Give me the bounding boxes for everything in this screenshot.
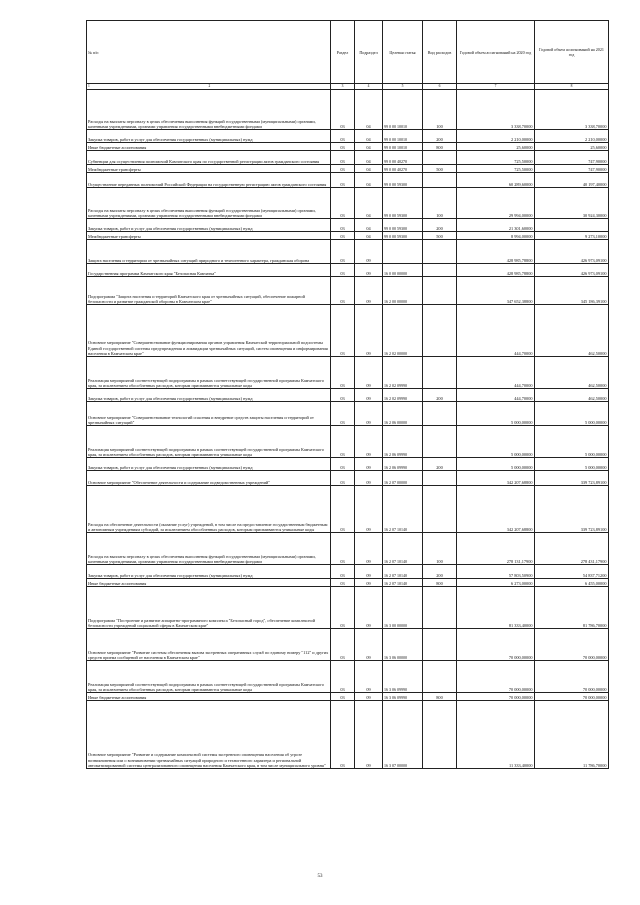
table-row: [87, 471, 609, 486]
row-name-cell: Расходы на выплаты персоналу в целях обеспечения выполнения функций государственными (муниципальными) органами, казенными учреждениями, органами управления государственными внебюджетными фондами: [87, 90, 331, 130]
row-target-cell: 16 3 06 09990: [383, 661, 423, 693]
row-expense-type-cell: [423, 629, 457, 661]
header-volume-2021: Годовой объем ассигнований на 2021 год: [535, 21, 609, 84]
row-name-cell: Реализация мероприятий соответствующей подпрограммы в рамках соответствующей государственной программы Камчатского края, за исключением обособленных расходов, которым присваиваются уникальные коды: [87, 426, 331, 458]
row-target-cell: 16 2 07 00000: [383, 471, 423, 486]
row-razdel-cell: 03: [331, 426, 355, 458]
row-razdel-cell: 03: [331, 579, 355, 587]
row-expense-type-cell: [423, 151, 457, 165]
table-row: [87, 151, 609, 165]
table-row: [87, 219, 609, 232]
row-volume-2020-cell: 5 000,00000: [457, 402, 535, 426]
budget-allocation-table: [86, 20, 609, 769]
row-volume-2020-cell: 8 994,00000: [457, 232, 535, 240]
row-razdel-cell: 03: [331, 458, 355, 471]
row-volume-2020-cell: 70 000,00000: [457, 693, 535, 701]
table-row: [87, 629, 609, 661]
row-name-cell: Основное мероприятие "Совершенствование функционирования органов управления Камчатской территориальной подсистемы Единой государственной системы предупреждения и ликвидации чрезвычайных ситуаций, систем оповещения и информирования населения в Камчатском крае": [87, 305, 331, 357]
row-podrazdel-cell: 04: [355, 165, 383, 173]
row-razdel-cell: 03: [331, 471, 355, 486]
table-row: [87, 165, 609, 173]
index-cell: 3: [331, 84, 355, 90]
header-podrazdel: Подраздел: [355, 21, 383, 84]
header-expense-type: Вид расходов: [423, 21, 457, 84]
row-razdel-cell: 03: [331, 693, 355, 701]
row-target-cell: 99 0 00 59300: [383, 232, 423, 240]
row-expense-type-cell: 200: [423, 130, 457, 143]
row-name-cell: Подпрограмма "Построение и развитие аппаратно-программного комплекса "Безопасный город", обеспечение комплексной безопасности учреждений социальной сферы в Камчатском крае": [87, 587, 331, 629]
row-name-cell: Реализация мероприятий соответствующей подпрограммы в рамках соответствующей государственной программы Камчатского края, за исключением обособленных расходов, которым присваиваются уникальные коды: [87, 357, 331, 389]
header-volume-2020: Годовой объем ассигнований на 2020 год: [457, 21, 535, 84]
row-volume-2021-cell: 462,50000: [535, 389, 609, 402]
row-volume-2021-cell: 5 000,00000: [535, 402, 609, 426]
row-razdel-cell: 03: [331, 587, 355, 629]
row-volume-2020-cell: 60 289,60000: [457, 173, 535, 188]
row-volume-2021-cell: 278 431,17900: [535, 533, 609, 565]
row-expense-type-cell: [423, 240, 457, 264]
row-name-cell: Защита населения и территории от чрезвычайных ситуаций природного и техногенного характера, гражданская оборона: [87, 240, 331, 264]
row-volume-2020-cell: 347 652,38800: [457, 277, 535, 305]
row-name-cell: Основное мероприятие "Развитие системы обеспечения вызова экстренных оперативных служб по единому номеру "112" и других средств приема сообщений от населения в Камчатском крае": [87, 629, 331, 661]
row-podrazdel-cell: 09: [355, 389, 383, 402]
row-razdel-cell: 03: [331, 565, 355, 579]
row-name-cell: Закупка товаров, работ и услуг для обеспечения государственных (муниципальных) нужд: [87, 219, 331, 232]
row-podrazdel-cell: 09: [355, 701, 383, 769]
row-volume-2021-cell: 426 973,09100: [535, 240, 609, 264]
row-target-cell: 99 0 00 10010: [383, 130, 423, 143]
index-cell: 5: [383, 84, 423, 90]
row-podrazdel-cell: 09: [355, 277, 383, 305]
row-target-cell: 16 0 00 00000: [383, 264, 423, 277]
table-row: [87, 693, 609, 701]
header-target-article: Целевая статья: [383, 21, 423, 84]
row-podrazdel-cell: 09: [355, 565, 383, 579]
table-row: [87, 402, 609, 426]
index-cell: 6: [423, 84, 457, 90]
row-expense-type-cell: [423, 357, 457, 389]
row-volume-2020-cell: 57 803,50900: [457, 565, 535, 579]
row-volume-2021-cell: 70 000,00000: [535, 661, 609, 693]
row-razdel-cell: 03: [331, 661, 355, 693]
table-row: [87, 486, 609, 533]
row-expense-type-cell: 100: [423, 188, 457, 219]
row-volume-2020-cell: 81 333,40000: [457, 587, 535, 629]
row-expense-type-cell: 200: [423, 389, 457, 402]
row-podrazdel-cell: 09: [355, 486, 383, 533]
row-expense-type-cell: 500: [423, 165, 457, 173]
table-header-row: [87, 21, 609, 84]
row-name-cell: Основное мероприятие "Развитие и содержание комплексной системы экстренного оповещения населения об угрозе возникновения или о возникновении чрезвычайных ситуаций природного и техногенного характера и региональной автоматизированной системы централизованного оповещения населения Камчатского края, в том числе муниципального уровня": [87, 701, 331, 769]
row-razdel-cell: 03: [331, 305, 355, 357]
table-row: [87, 240, 609, 264]
row-target-cell: 16 3 06 00000: [383, 629, 423, 661]
row-razdel-cell: 03: [331, 188, 355, 219]
row-volume-2021-cell: 6 455,00000: [535, 579, 609, 587]
table-row: [87, 232, 609, 240]
row-target-cell: [383, 240, 423, 264]
row-volume-2020-cell: 725,50000: [457, 165, 535, 173]
row-expense-type-cell: [423, 305, 457, 357]
row-name-cell: Иные бюджетные ассигнования: [87, 693, 331, 701]
row-podrazdel-cell: 09: [355, 264, 383, 277]
row-expense-type-cell: 800: [423, 579, 457, 587]
row-name-cell: Иные бюджетные ассигнования: [87, 579, 331, 587]
row-podrazdel-cell: 09: [355, 240, 383, 264]
row-target-cell: 16 2 07 10140: [383, 533, 423, 565]
row-volume-2020-cell: 21 301,60000: [457, 219, 535, 232]
row-target-cell: 16 2 06 09990: [383, 426, 423, 458]
row-razdel-cell: 03: [331, 219, 355, 232]
row-razdel-cell: 03: [331, 173, 355, 188]
row-volume-2021-cell: 3 338,70000: [535, 90, 609, 130]
row-name-cell: Реализация мероприятий соответствующей подпрограммы в рамках соответствующей государственной программы Камчатского края, за исключением обособленных расходов, которым присваиваются уникальные коды: [87, 661, 331, 693]
row-expense-type-cell: 200: [423, 458, 457, 471]
row-podrazdel-cell: 04: [355, 188, 383, 219]
row-podrazdel-cell: 09: [355, 471, 383, 486]
row-expense-type-cell: [423, 277, 457, 305]
row-razdel-cell: 03: [331, 486, 355, 533]
row-volume-2020-cell: 25,60000: [457, 143, 535, 151]
table-row: [87, 701, 609, 769]
row-volume-2021-cell: 339 723,89100: [535, 471, 609, 486]
row-razdel-cell: 03: [331, 232, 355, 240]
row-volume-2021-cell: 9 273,10000: [535, 232, 609, 240]
row-target-cell: 16 2 00 00000: [383, 277, 423, 305]
row-podrazdel-cell: 04: [355, 143, 383, 151]
row-expense-type-cell: 200: [423, 219, 457, 232]
row-target-cell: 99 0 00 10010: [383, 90, 423, 130]
row-razdel-cell: 03: [331, 240, 355, 264]
row-volume-2020-cell: 6 273,00000: [457, 579, 535, 587]
row-name-cell: Подпрограмма "Защита населения и территорий Камчатского края от чрезвычайных ситуаций, обеспечение пожарной безопасности и развитие гражданской обороны в Камчатском крае": [87, 277, 331, 305]
row-expense-type-cell: 200: [423, 565, 457, 579]
row-target-cell: 16 2 06 09990: [383, 458, 423, 471]
row-podrazdel-cell: 09: [355, 305, 383, 357]
table-row: [87, 587, 609, 629]
row-name-cell: Закупка товаров, работ и услуг для обеспечения государственных (муниципальных) нужд: [87, 565, 331, 579]
row-podrazdel-cell: 09: [355, 402, 383, 426]
row-razdel-cell: 03: [331, 357, 355, 389]
row-target-cell: 16 2 07 10140: [383, 579, 423, 587]
row-volume-2021-cell: 747,90000: [535, 165, 609, 173]
row-name-cell: Основное мероприятие "Совершенствование технологий спасения и внедрение средств защиты населения и территорий от чрезвычайных ситуаций": [87, 402, 331, 426]
row-name-cell: Закупка товаров, работ и услуг для обеспечения государственных (муниципальных) нужд: [87, 389, 331, 402]
row-target-cell: 99 0 00 59300: [383, 219, 423, 232]
row-razdel-cell: 03: [331, 629, 355, 661]
row-razdel-cell: 03: [331, 402, 355, 426]
table-row: [87, 579, 609, 587]
row-volume-2021-cell: 462,50000: [535, 305, 609, 357]
row-name-cell: Государственная программа Камчатского края "Безопасная Камчатка": [87, 264, 331, 277]
row-expense-type-cell: [423, 661, 457, 693]
row-volume-2021-cell: 40 197,40000: [535, 173, 609, 188]
row-name-cell: Осуществление переданных полномочий Российской Федерации на государственную регистрацию актов гражданского состояния: [87, 173, 331, 188]
table-row: [87, 143, 609, 151]
row-name-cell: Закупка товаров, работ и услуг для обеспечения государственных (муниципальных) нужд: [87, 458, 331, 471]
table-row: [87, 173, 609, 188]
row-volume-2020-cell: 444,70000: [457, 389, 535, 402]
header-num-name: № п/п: [87, 21, 331, 84]
row-volume-2021-cell: 81 786,70000: [535, 587, 609, 629]
row-razdel-cell: 03: [331, 151, 355, 165]
row-podrazdel-cell: 04: [355, 232, 383, 240]
row-volume-2021-cell: 30 924,30000: [535, 188, 609, 219]
row-name-cell: Расходы на выплаты персоналу в целях обеспечения выполнения функций государственными (муниципальными) органами, казенными учреждениями, органами управления государственными внебюджетными фондами: [87, 188, 331, 219]
row-razdel-cell: 03: [331, 264, 355, 277]
row-target-cell: 16 2 02 09990: [383, 357, 423, 389]
row-target-cell: 16 2 06 00000: [383, 402, 423, 426]
row-expense-type-cell: [423, 701, 457, 769]
row-volume-2021-cell: 5 000,00000: [535, 458, 609, 471]
row-target-cell: 16 3 00 00000: [383, 587, 423, 629]
header-razdel: Раздел: [331, 21, 355, 84]
table-row: [87, 130, 609, 143]
row-volume-2020-cell: 725,50000: [457, 151, 535, 165]
row-expense-type-cell: 800: [423, 143, 457, 151]
row-name-cell: Субвенции для осуществления полномочий Камчатского края по государственной регистрации актов гражданского состояния: [87, 151, 331, 165]
row-volume-2020-cell: 428 985,78800: [457, 264, 535, 277]
row-expense-type-cell: [423, 587, 457, 629]
table-row: [87, 305, 609, 357]
row-podrazdel-cell: 09: [355, 587, 383, 629]
row-volume-2020-cell: 444,70000: [457, 305, 535, 357]
row-name-cell: Закупка товаров, работ и услуг для обеспечения государственных (муниципальных) нужд: [87, 130, 331, 143]
row-volume-2020-cell: 342 207,68800: [457, 486, 535, 533]
row-expense-type-cell: 500: [423, 232, 457, 240]
row-razdel-cell: 03: [331, 389, 355, 402]
row-volume-2021-cell: 5 000,00000: [535, 426, 609, 458]
table-row: [87, 357, 609, 389]
row-target-cell: 16 2 02 00000: [383, 305, 423, 357]
page-number: 53: [317, 874, 323, 879]
row-volume-2021-cell: 11 786,70000: [535, 701, 609, 769]
row-target-cell: 16 3 06 09990: [383, 693, 423, 701]
table-row: [87, 264, 609, 277]
row-volume-2020-cell: 278 131,17900: [457, 533, 535, 565]
row-podrazdel-cell: 09: [355, 629, 383, 661]
row-name-cell: Расходы на выплаты персоналу в целях обеспечения выполнения функций государственными (муниципальными) органами, казенными учреждениями, органами управления государственными внебюджетными фондами: [87, 533, 331, 565]
row-volume-2021-cell: 747,90000: [535, 151, 609, 165]
index-cell: 4: [355, 84, 383, 90]
row-target-cell: 99 0 00 10010: [383, 143, 423, 151]
row-expense-type-cell: [423, 173, 457, 188]
row-volume-2021-cell: 25,60000: [535, 143, 609, 151]
row-name-cell: Межбюджетные трансферты: [87, 232, 331, 240]
row-volume-2020-cell: 29 994,00000: [457, 188, 535, 219]
row-razdel-cell: 03: [331, 143, 355, 151]
row-volume-2021-cell: 426 973,09100: [535, 264, 609, 277]
row-name-cell: Иные бюджетные ассигнования: [87, 143, 331, 151]
row-target-cell: 99 0 00 59300: [383, 188, 423, 219]
table-row: [87, 389, 609, 402]
row-name-cell: Межбюджетные трансферты: [87, 165, 331, 173]
row-podrazdel-cell: 04: [355, 90, 383, 130]
row-volume-2020-cell: 5 000,00000: [457, 458, 535, 471]
row-name-cell: Основное мероприятие "Обеспечение деятельности и содержание подведомственных учреждений": [87, 471, 331, 486]
table-row: [87, 426, 609, 458]
row-volume-2020-cell: 3 338,70000: [457, 90, 535, 130]
row-volume-2020-cell: 428 985,78800: [457, 240, 535, 264]
row-target-cell: 16 2 02 09990: [383, 389, 423, 402]
row-target-cell: 16 2 07 10140: [383, 565, 423, 579]
index-cell: 8: [535, 84, 609, 90]
row-expense-type-cell: [423, 402, 457, 426]
row-razdel-cell: 03: [331, 277, 355, 305]
row-razdel-cell: 03: [331, 130, 355, 143]
row-razdel-cell: 03: [331, 533, 355, 565]
row-volume-2020-cell: 70 000,00000: [457, 629, 535, 661]
table-row: [87, 90, 609, 130]
row-podrazdel-cell: 09: [355, 579, 383, 587]
row-volume-2020-cell: 5 000,00000: [457, 426, 535, 458]
row-volume-2021-cell: 70 000,00000: [535, 693, 609, 701]
table-row: [87, 188, 609, 219]
row-target-cell: 99 0 00 40270: [383, 151, 423, 165]
index-cell: 7: [457, 84, 535, 90]
row-razdel-cell: 03: [331, 90, 355, 130]
table-row: [87, 533, 609, 565]
budget-table-sheet: [86, 20, 608, 769]
row-target-cell: 16 3 07 00000: [383, 701, 423, 769]
row-podrazdel-cell: 09: [355, 357, 383, 389]
row-volume-2020-cell: 70 000,00000: [457, 661, 535, 693]
table-row: [87, 458, 609, 471]
row-volume-2021-cell: 462,50000: [535, 357, 609, 389]
row-podrazdel-cell: 09: [355, 458, 383, 471]
row-volume-2021-cell: 54 837,71200: [535, 565, 609, 579]
row-podrazdel-cell: 04: [355, 151, 383, 165]
row-name-cell: Расходы на обеспечение деятельности (оказание услуг) учреждений, в том числе на предоставление государственным бюджетным и автономным учреждениям субсидий, за исключением обособленных расходов, которым присваиваются уникальные коды: [87, 486, 331, 533]
row-volume-2021-cell: 70 000,00000: [535, 629, 609, 661]
row-podrazdel-cell: 09: [355, 661, 383, 693]
row-volume-2020-cell: 11 333,40000: [457, 701, 535, 769]
row-podrazdel-cell: 04: [355, 173, 383, 188]
table-row: [87, 565, 609, 579]
row-volume-2020-cell: 342 207,68800: [457, 471, 535, 486]
row-podrazdel-cell: 09: [355, 533, 383, 565]
row-target-cell: 99 0 00 40270: [383, 165, 423, 173]
row-volume-2021-cell: 345 186,39100: [535, 277, 609, 305]
row-podrazdel-cell: 09: [355, 426, 383, 458]
row-podrazdel-cell: 04: [355, 219, 383, 232]
row-volume-2021-cell: 339 723,89100: [535, 486, 609, 533]
row-podrazdel-cell: 09: [355, 693, 383, 701]
row-expense-type-cell: 800: [423, 693, 457, 701]
table-row: [87, 277, 609, 305]
row-target-cell: 16 2 07 10140: [383, 486, 423, 533]
row-expense-type-cell: [423, 486, 457, 533]
row-volume-2020-cell: 444,70000: [457, 357, 535, 389]
row-podrazdel-cell: 04: [355, 130, 383, 143]
row-expense-type-cell: 100: [423, 533, 457, 565]
row-expense-type-cell: [423, 264, 457, 277]
row-razdel-cell: 03: [331, 701, 355, 769]
row-razdel-cell: 03: [331, 165, 355, 173]
row-volume-2020-cell: 2 210,00000: [457, 130, 535, 143]
row-volume-2021-cell: [535, 219, 609, 232]
table-row: [87, 661, 609, 693]
row-target-cell: 99 0 00 59300: [383, 173, 423, 188]
row-expense-type-cell: [423, 471, 457, 486]
row-expense-type-cell: 100: [423, 90, 457, 130]
row-expense-type-cell: [423, 426, 457, 458]
row-volume-2021-cell: 2 210,00000: [535, 130, 609, 143]
index-cell: 1 2: [87, 84, 331, 90]
